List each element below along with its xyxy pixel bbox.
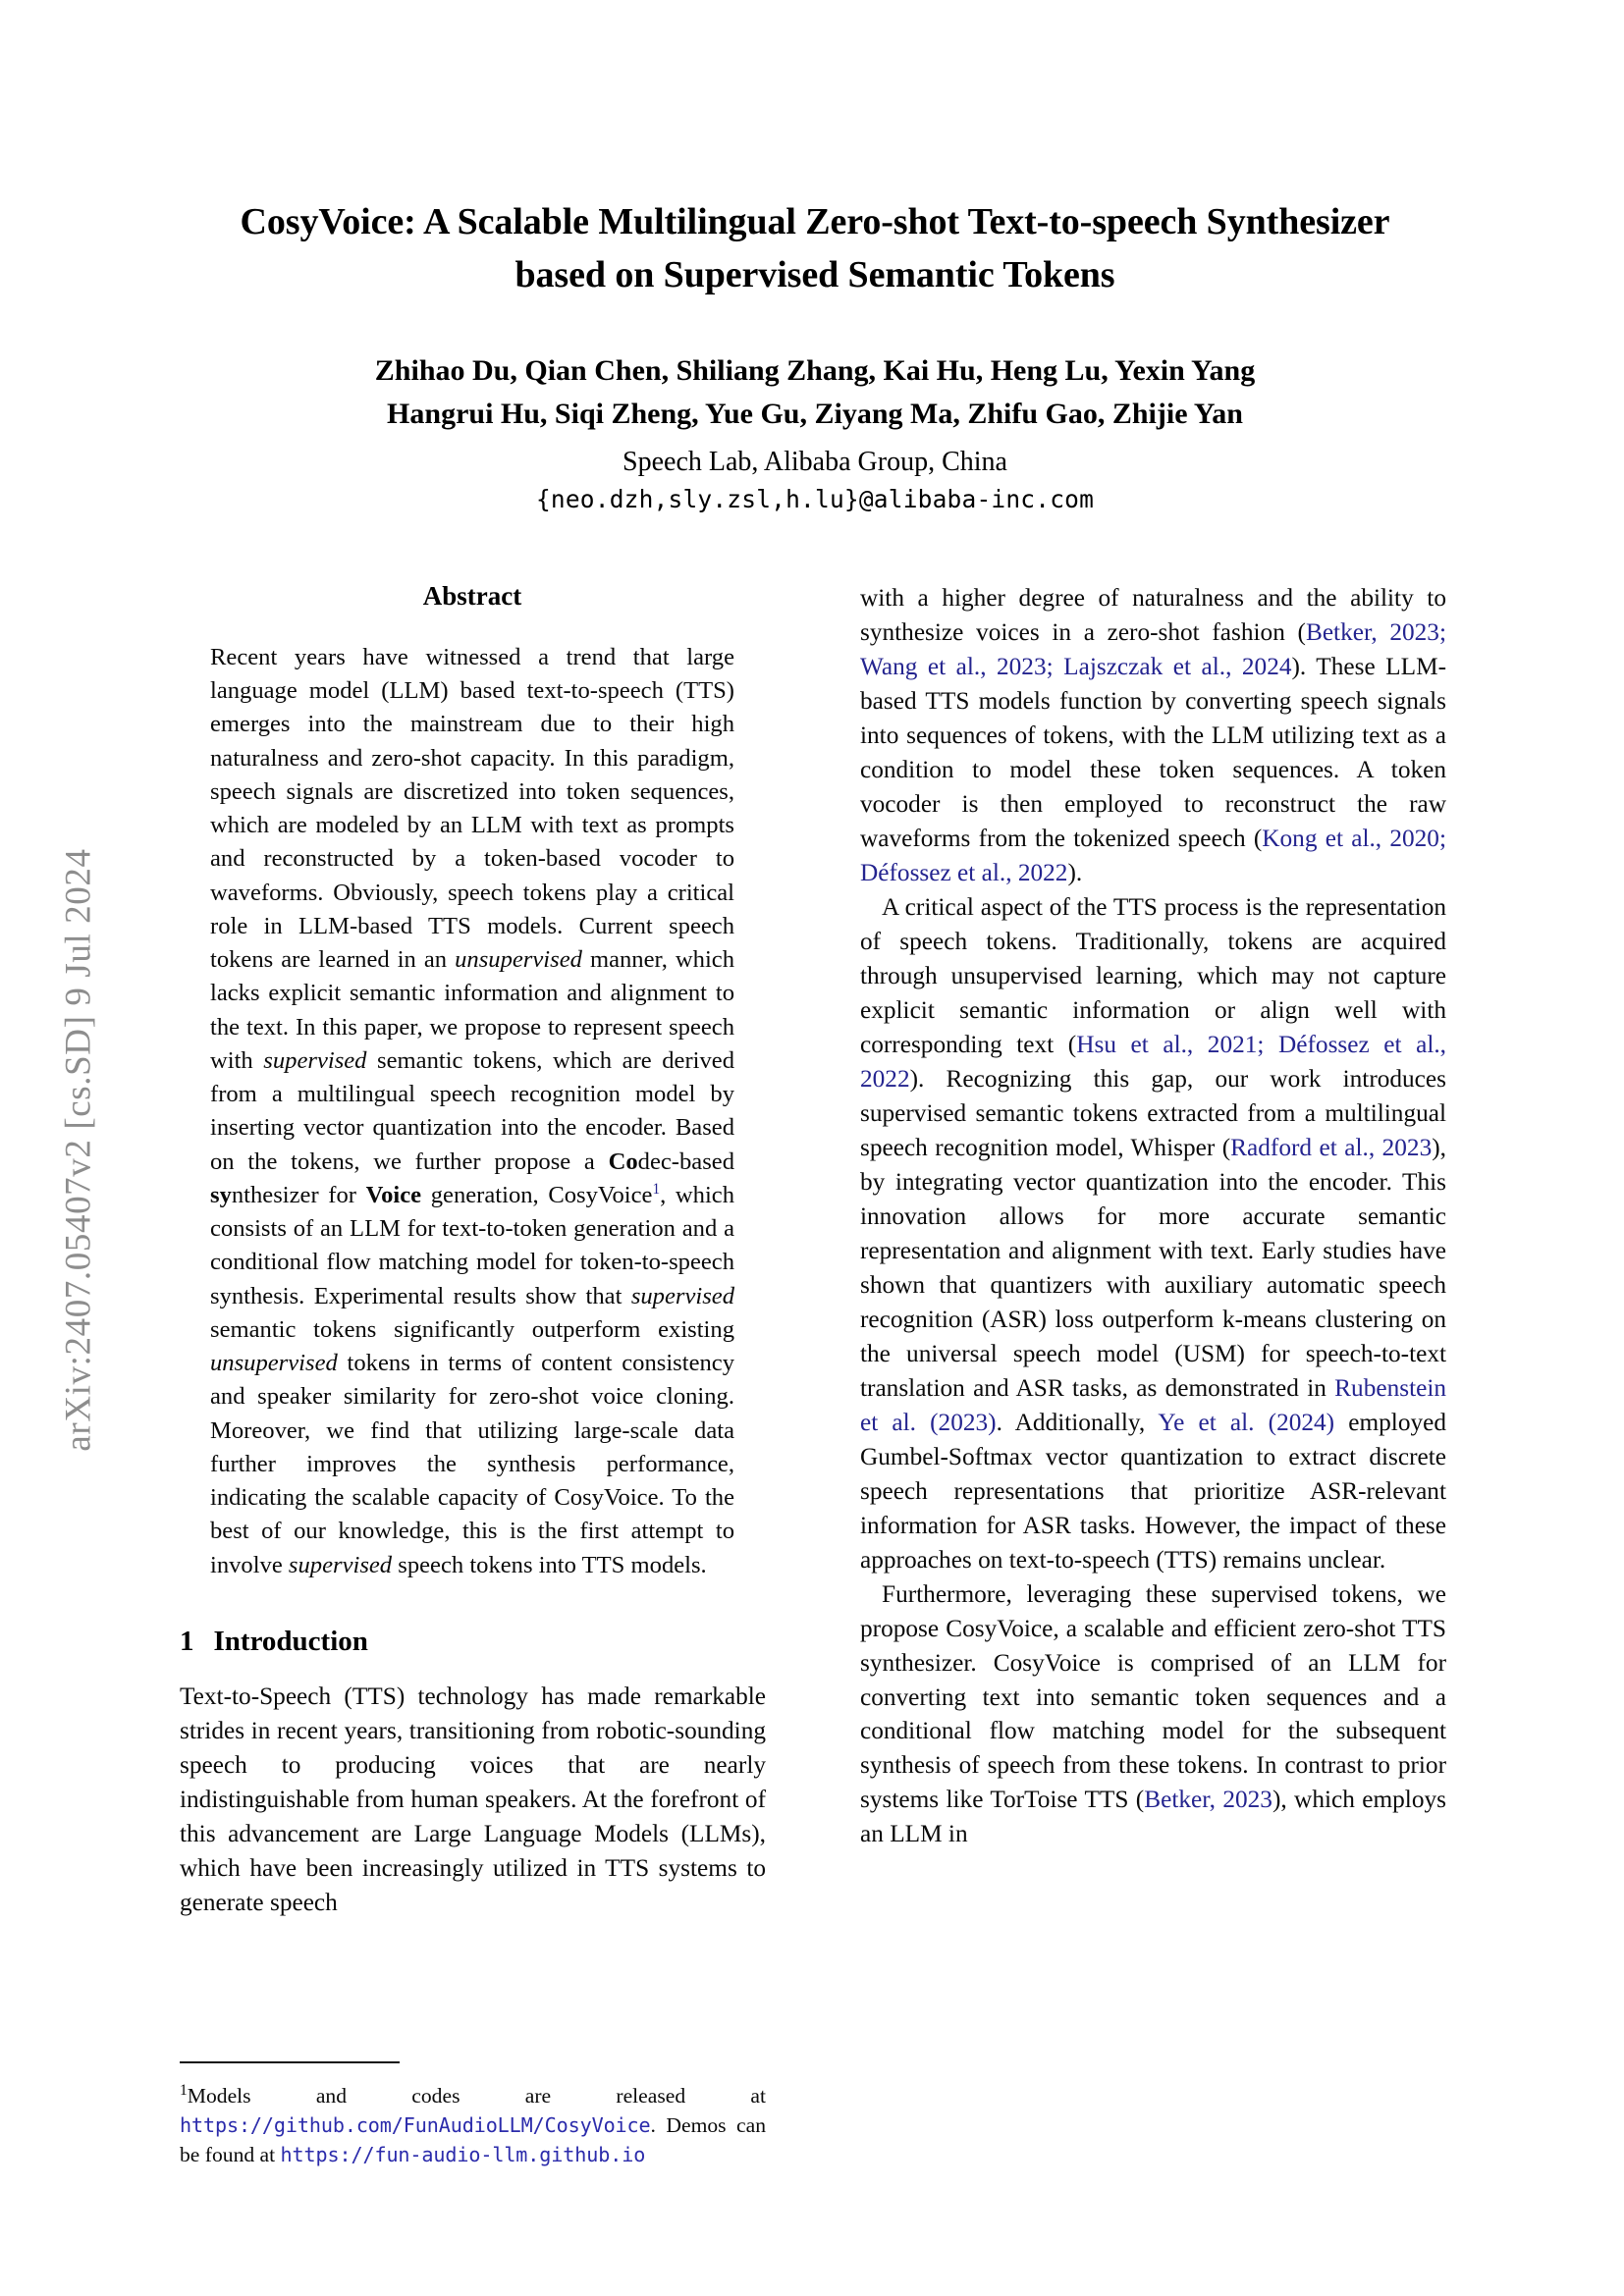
abstract-section	[210, 581, 734, 1582]
citation-betker-2023-b[interactable]: Betker, 2023	[1144, 1786, 1272, 1814]
abstract-text-e: nthesizer for	[231, 1181, 366, 1208]
citation-kong-2020[interactable]: Kong et al., 2020	[1262, 824, 1439, 852]
body-columns	[180, 581, 1446, 2240]
footnote-1	[180, 2080, 766, 2170]
abstract-text-d: dec-based	[637, 1148, 734, 1175]
abstract-text-k: speech tokens into TTS models.	[392, 1551, 707, 1578]
abstract-text-g: , which consists of an LLM for text-to-token generation and a conditional flow matching model for token-to-speech synthesis. Experimental results show that	[210, 1181, 734, 1309]
footnote-text-b: . Demos can be found at	[180, 2113, 766, 2167]
citation-defossez-2022-b[interactable]: Défossez et al., 2022	[860, 1030, 1446, 1093]
rc-p2-text-b: ). Recognizing this gap, our work introduces supervised semantic tokens extracted from a multilingual speech recognition model, Whisper (	[860, 1064, 1446, 1161]
abstract-text-c: semantic tokens, which are derived from a multilingual speech recognition model by inserting vector quantization into the encoder. Based on the tokens, we further propose a	[210, 1046, 734, 1175]
footnote-text-a: Models and codes are released at	[187, 2083, 766, 2108]
citation-separator-3: ;	[1438, 824, 1446, 852]
author-list	[182, 349, 1448, 436]
abstract-text-f: generation, CosyVoice	[421, 1181, 653, 1208]
abstract-paragraph	[210, 641, 734, 1582]
citation-separator-4: ;	[1257, 1030, 1278, 1058]
rc-p2-text-d: . Additionally,	[996, 1408, 1159, 1436]
rc-p1-text-b: ). These LLM-based TTS models function by converting speech signals into sequences of tokens, with the LLM utilizing text as a condition to model these token sequences. A token vocoder is then employed to reconstruct the raw waveforms from the tokenized speech (	[860, 652, 1446, 852]
right-paragraph-3	[860, 1577, 1446, 1852]
abstract-italic-supervised-3: supervised	[288, 1551, 393, 1578]
rc-p1-text-c: ).	[1067, 858, 1083, 886]
author-line-2: Hangrui Hu, Siqi Zheng, Yue Gu, Ziyang Ma, Zhifu Gao, Zhijie Yan	[387, 398, 1243, 430]
citation-lajszczak-2024[interactable]: Lajszczak et al., 2024	[1063, 652, 1292, 680]
citation-hsu-2021[interactable]: Hsu et al., 2021	[1076, 1030, 1258, 1058]
title-block	[182, 196, 1448, 513]
citation-wang-2023[interactable]: Wang et al., 2023	[860, 652, 1047, 680]
right-paragraph-2	[860, 890, 1446, 1577]
page-title	[182, 196, 1448, 302]
introduction-paragraph-1: Text-to-Speech (TTS) technology has made remarkable strides in recent years, transitioning from robotic-sounding speech to producing voices that are nearly indistinguishable from human speakers. At the forefront of this advancement are Large Language Models (LLMs), which have been increasingly utilized in TTS systems to generate speech	[180, 1682, 766, 1916]
affiliation: Speech Lab, Alibaba Group, China	[623, 447, 1007, 478]
author-line-1: Zhihao Du, Qian Chen, Shiliang Zhang, Kai Hu, Heng Lu, Yexin Yang	[374, 353, 1256, 387]
left-column	[180, 581, 766, 1920]
abstract-bold-co: Co	[608, 1148, 638, 1175]
paper-title-line-1: CosyVoice: A Scalable Multilingual Zero-shot Text-to-speech Synthesizer	[240, 201, 1390, 242]
right-paragraph-1	[860, 581, 1446, 890]
section-title: Introduction	[213, 1625, 368, 1657]
contact-email: {neo.dzh,sly.zsl,h.lu}@alibaba-inc.com	[535, 484, 1095, 513]
citation-rubenstein-2023[interactable]: Rubenstein et al. (2023)	[860, 1373, 1446, 1436]
right-column	[860, 581, 1446, 1851]
abstract-heading: Abstract	[422, 581, 522, 611]
citation-radford-2023[interactable]: Radford et al., 2023	[1230, 1133, 1433, 1161]
citation-separator-1: ;	[1438, 617, 1446, 646]
footnote-block	[180, 2061, 766, 2169]
citation-ye-2024[interactable]: Ye et al. (2024)	[1158, 1408, 1335, 1436]
footnote-reference-1[interactable]: 1	[652, 1180, 661, 1198]
abstract-bold-voice: Voice	[365, 1181, 422, 1208]
paper-title-line-2: based on Supervised Semantic Tokens	[514, 253, 1115, 295]
section-number: 1	[180, 1625, 194, 1657]
github-repo-link[interactable]: https://github.com/FunAudioLLM/CosyVoice	[180, 2113, 651, 2137]
rc-p1-text-a: with a higher degree of naturalness and the ability to synthesize voices in a zero-shot fashion (	[860, 584, 1446, 646]
abstract-text-b: manner, which lacks explicit semantic information and alignment to the text. In this paper, we propose to represent speech with	[210, 946, 734, 1074]
arxiv-stamp: arXiv:2407.05407v2 [cs.SD] 9 Jul 2024	[58, 848, 99, 1452]
footnote-marker: 1	[180, 2081, 188, 2099]
abstract-italic-supervised-1: supervised	[263, 1046, 367, 1074]
rc-p2-text-e: employed Gumbel-Softmax vector quantization to extract discrete speech representations that prioritize ASR-relevant information for ASR tasks. However, the impact of these approaches on text-to-speech (TTS) remains unclear.	[860, 1408, 1446, 1574]
abstract-text-j: tokens in terms of content consistency and speaker similarity for zero-shot voice cloning. Moreover, we find that utilizing large-scale data further improves the synthesis performance, indicating the scalable capacity of CosyVoice. To the best of our knowledge, this is the first attempt to involve	[210, 1350, 734, 1578]
abstract-text-a: Recent years have witnessed a trend that large language model (LLM) based text-to-speech (TTS) emerges into the mainstream due to their high naturalness and zero-shot capacity. In this paradigm, speech signals are discretized into token sequences, which are modeled by an LLM with text as prompts and reconstructed by a token-based vocoder to waveforms. Obviously, speech tokens play a critical role in LLM-based TTS models. Current speech tokens are learned in an	[210, 644, 734, 974]
demo-site-link[interactable]: https://fun-audio-llm.github.io	[280, 2143, 646, 2167]
abstract-text-h: semantic tokens significantly outperform existing	[210, 1315, 734, 1343]
rc-p2-text-a: A critical aspect of the TTS process is the representation of speech tokens. Traditionally, tokens are acquired through unsupervised learning, which may not capture explicit semantic information or align well with corresponding text (	[860, 892, 1446, 1058]
footnote-divider	[180, 2061, 400, 2063]
abstract-bold-sy: sy	[210, 1181, 232, 1208]
rc-p3-text-b: ), which employs an LLM in	[860, 1786, 1446, 1848]
abstract-italic-supervised-2: supervised	[630, 1282, 734, 1309]
rc-p2-text-c: ), by integrating vector quantization into the encoder. This innovation allows for more accurate semantic representation and alignment with text. Early studies have shown that quantizers with auxiliary automatic speech recognition (ASR) loss outperform k-means clustering on the universal speech model (USM) for speech-to-text translation and ASR tasks, as demonstrated in	[860, 1133, 1446, 1402]
rc-p3-text-a: Furthermore, leveraging these supervised tokens, we propose CosyVoice, a scalable and efficient zero-shot TTS synthesizer. CosyVoice is comprised of an LLM for converting text into semantic token sequences and a conditional flow matching model for the subsequent synthesis of speech from these tokens. In contrast to prior systems like TorToise TTS (	[860, 1579, 1446, 1814]
citation-separator-2: ;	[1046, 652, 1064, 680]
citation-defossez-2022-a[interactable]: Défossez et al., 2022	[860, 858, 1068, 886]
abstract-italic-unsupervised-2: unsupervised	[210, 1350, 338, 1377]
section-heading-introduction	[180, 1626, 766, 1658]
abstract-italic-unsupervised-1: unsupervised	[455, 946, 582, 974]
citation-betker-2023[interactable]: Betker, 2023	[1305, 617, 1439, 646]
